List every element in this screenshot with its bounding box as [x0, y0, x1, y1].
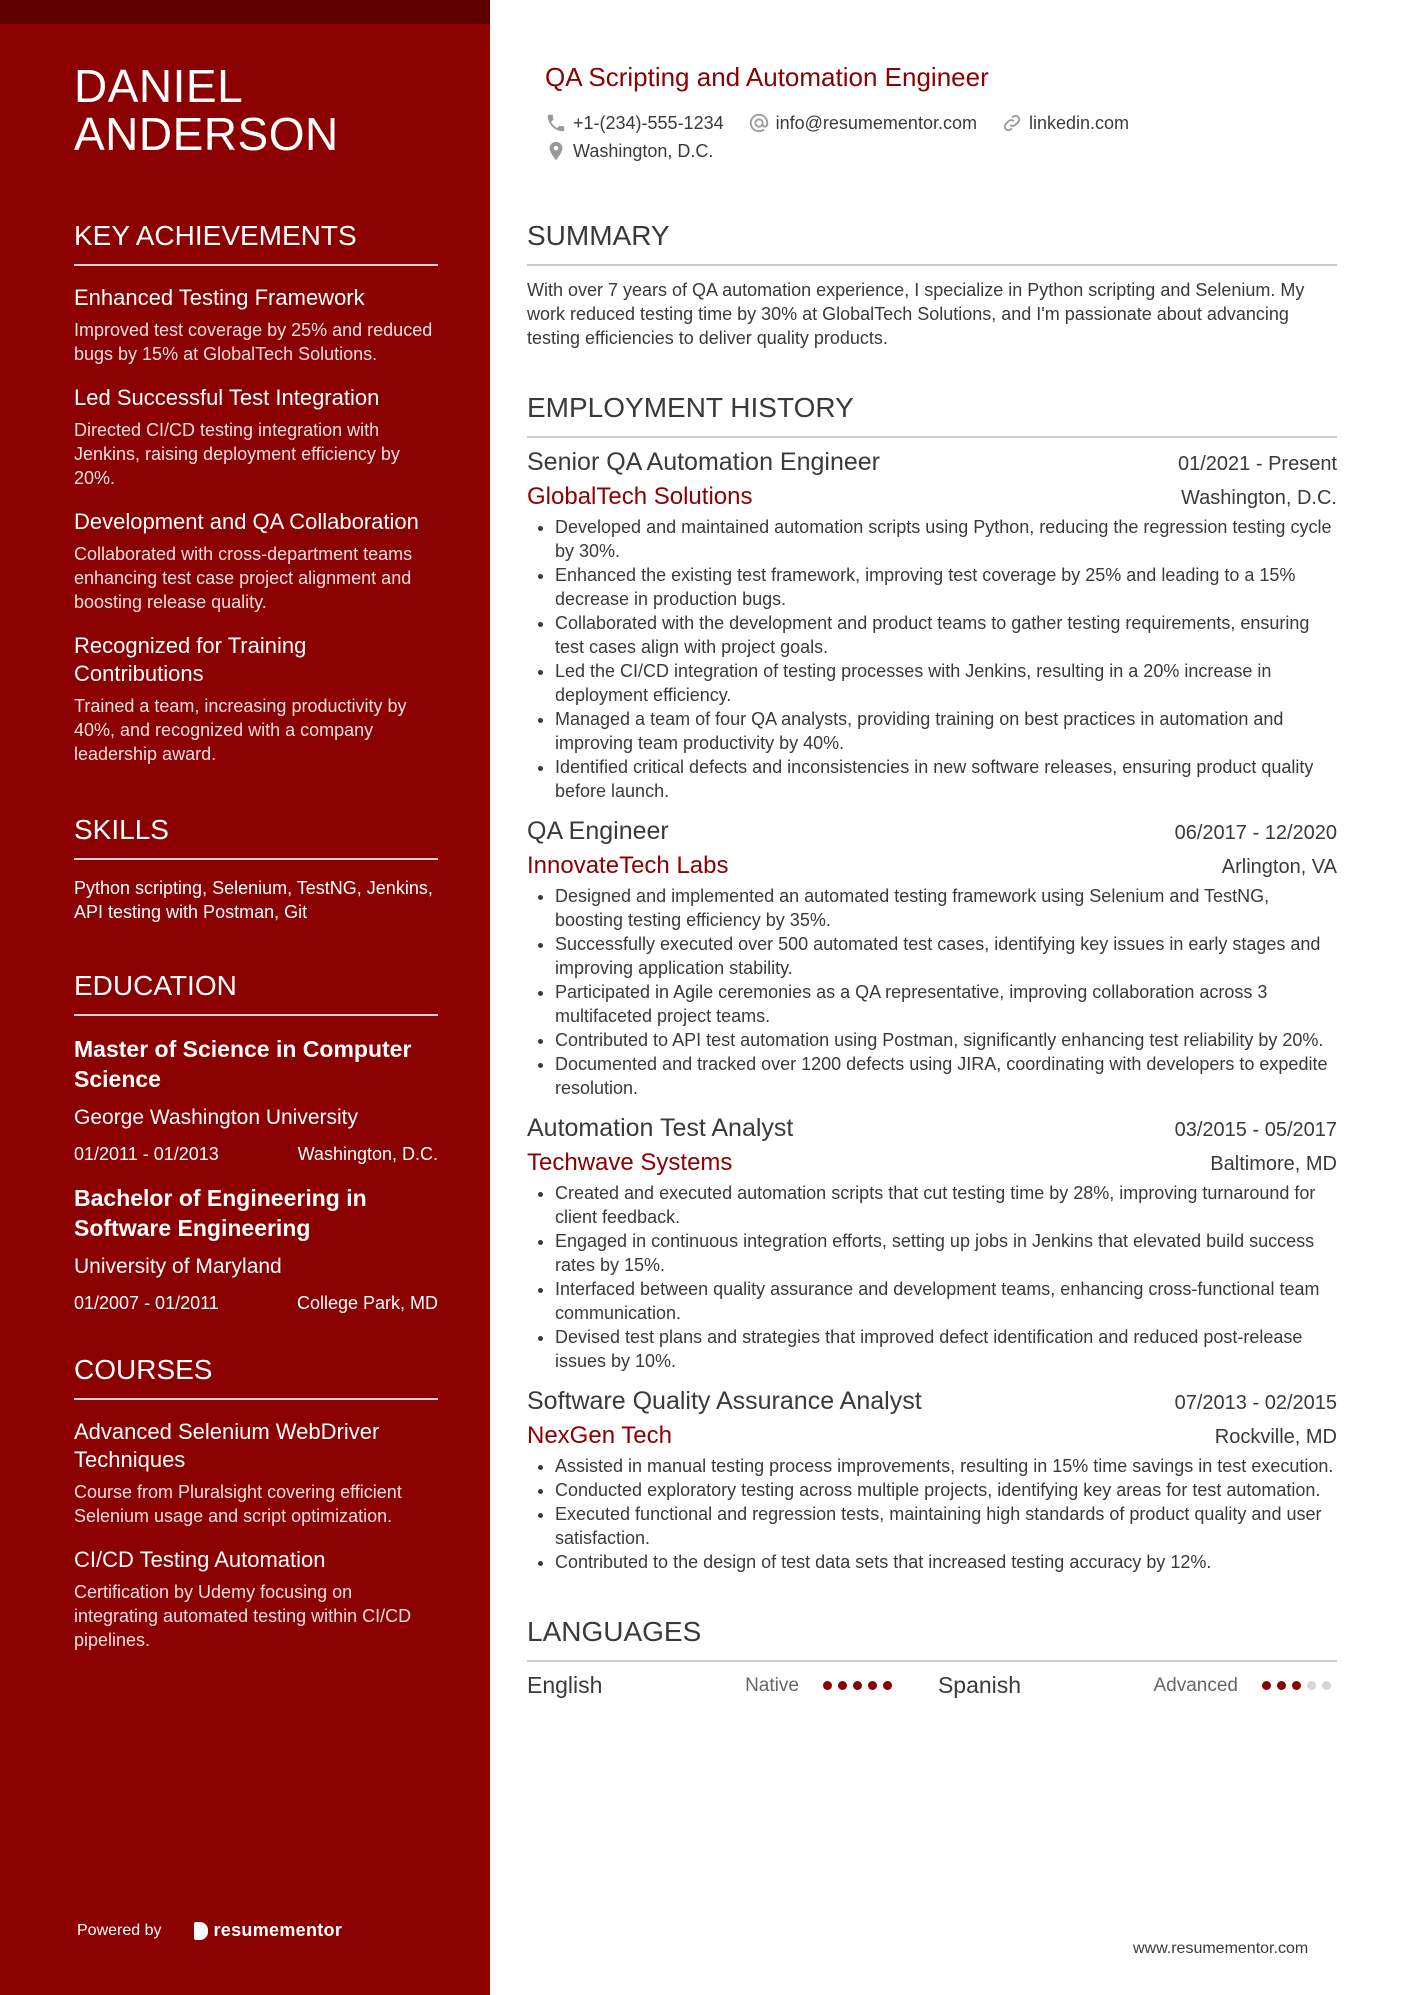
education-dates: 01/2007 - 01/2011	[74, 1293, 219, 1313]
contact-phone	[545, 112, 724, 134]
achievement-desc: Collaborated with cross-department teams enhancing test case project alignment and boosting release quality.	[74, 544, 413, 612]
job-bullet: • Conducted exploratory testing across multiple projects, identifying key areas for test automation.	[555, 1478, 1337, 1502]
achievement-item	[74, 508, 438, 614]
course-desc: Course from Pluralsight covering efficient Selenium usage and script optimization.	[74, 1482, 402, 1526]
at-icon	[748, 112, 770, 134]
job-bullet: • Contributed to the design of test data sets that increased testing accuracy by 12%.	[555, 1550, 1337, 1574]
job-bullet: • Managed a team of four QA analysts, providing training on best practices in automation and improving team productivity by 40%.	[555, 707, 1337, 755]
job-company: GlobalTech Solutions	[527, 483, 753, 510]
language-name: Spanish	[937, 1672, 1022, 1698]
job-location: Washington, D.C.	[1181, 487, 1337, 509]
job-location: Rockville, MD	[1214, 1426, 1337, 1448]
job-location: Baltimore, MD	[1210, 1153, 1337, 1175]
language-name: English	[527, 1672, 603, 1698]
achievement-item	[74, 384, 438, 490]
rating-dot	[823, 1681, 832, 1690]
job-subheader	[527, 483, 1337, 511]
contact-row	[545, 112, 1153, 134]
achievement-desc: Directed CI/CD testing integration with Jenkins, raising deployment efficiency by 20%.	[74, 420, 400, 488]
phone-icon	[545, 112, 567, 134]
language-rating-dots	[823, 1681, 898, 1690]
brand-mark-icon	[194, 1922, 208, 1940]
courses-section	[74, 1354, 438, 1652]
education-section	[74, 970, 438, 1314]
education-item	[74, 1034, 438, 1165]
job-dates: 06/2017 - 12/2020	[1174, 822, 1337, 844]
course-title: Advanced Selenium WebDriver Techniques	[74, 1419, 380, 1472]
job-bullet: • Collaborated with the development and product teams to gather testing requirements, ensuring test cases align with project goals.	[555, 611, 1337, 659]
course-desc: Certification by Udemy focusing on integrating automated testing within CI/CD pipelines.	[74, 1582, 412, 1650]
rating-dot	[1277, 1681, 1286, 1690]
achievement-title: Led Successful Test Integration	[74, 385, 380, 410]
job-bullet: • Led the CI/CD integration of testing processes with Jenkins, resulting in a 20% increase in deployment efficiency.	[555, 659, 1337, 707]
email-text: info@resumementor.com	[775, 112, 977, 133]
courses-heading: COURSES	[74, 1354, 438, 1400]
job-bullets	[527, 515, 1337, 803]
rating-dot	[1262, 1681, 1271, 1690]
languages-section	[527, 1616, 1337, 1699]
name-last: ANDERSON	[74, 108, 339, 160]
name-first: DANIEL	[74, 60, 244, 112]
contact-row-2	[545, 140, 737, 162]
education-heading: EDUCATION	[74, 970, 438, 1016]
rating-dot	[883, 1681, 892, 1690]
course-item	[74, 1418, 438, 1528]
job-bullet: • Devised test plans and strategies that improved defect identification and reduced post-release issues by 10%.	[555, 1325, 1337, 1373]
job-subheader	[527, 1422, 1337, 1450]
main-content	[527, 220, 1337, 1699]
job-location: Arlington, VA	[1221, 856, 1337, 878]
job-dates: 07/2013 - 02/2015	[1174, 1392, 1337, 1414]
job-bullet: • Executed functional and regression tests, maintaining high standards of product quality and user satisfaction.	[555, 1502, 1337, 1550]
achievement-item	[74, 284, 438, 366]
rating-dot	[838, 1681, 847, 1690]
education-degree: Bachelor of Engineering in Software Engineering	[74, 1185, 367, 1241]
job-bullets	[527, 884, 1337, 1100]
course-title: CI/CD Testing Automation	[74, 1547, 326, 1572]
link-icon	[1001, 112, 1023, 134]
job-position: Senior QA Automation Engineer	[527, 448, 881, 476]
job-header	[527, 1387, 1337, 1416]
powered-by-label: Powered by	[77, 1921, 162, 1939]
job-bullet: • Identified critical defects and inconsistencies in new software releases, ensuring product quality before launch.	[555, 755, 1337, 803]
job-bullet: • Successfully executed over 500 automated test cases, identifying key issues in early stages and improving application stability.	[555, 932, 1337, 980]
job-entry	[527, 448, 1337, 803]
languages-heading: LANGUAGES	[527, 1616, 1337, 1662]
job-bullet: • Participated in Agile ceremonies as a QA representative, improving collaboration across 3 multifaceted project teams.	[555, 980, 1337, 1028]
phone-text: +1-(234)-555-1234	[573, 112, 724, 133]
job-company: InnovateTech Labs	[527, 852, 729, 879]
job-header	[527, 1114, 1337, 1143]
job-company: Techwave Systems	[527, 1149, 733, 1176]
education-meta	[74, 1293, 438, 1314]
job-header	[527, 448, 1337, 477]
job-subheader	[527, 1149, 1337, 1177]
job-entry	[527, 1387, 1337, 1574]
rating-dot	[853, 1681, 862, 1690]
job-bullet: • Designed and implemented an automated testing framework using Selenium and TestNG, boosting testing efficiency by 35%.	[555, 884, 1337, 932]
job-entry	[527, 817, 1337, 1100]
job-position: Software Quality Assurance Analyst	[527, 1387, 922, 1415]
achievement-title: Recognized for Training Contributions	[74, 633, 307, 686]
location-pin-icon	[545, 140, 567, 162]
achievement-item	[74, 632, 438, 766]
job-bullets	[527, 1181, 1337, 1373]
contact-email	[748, 112, 977, 134]
education-dates: 01/2011 - 01/2013	[74, 1144, 219, 1164]
website-url: www.resumementor.com	[1133, 1940, 1309, 1957]
rating-dot	[868, 1681, 877, 1690]
education-school: University of Maryland	[74, 1255, 282, 1278]
powered-by	[77, 1920, 342, 1941]
summary-text: With over 7 years of QA automation experience, I specialize in Python scripting and Selenium. My work reduced testing time by 30% at GlobalTech Solutions, and I'm passionate about advancing testing efficiencies to deliver quality products.	[527, 280, 1305, 348]
job-bullet: • Developed and maintained automation scripts using Python, reducing the regression testing cycle by 30%.	[555, 515, 1337, 563]
summary-heading: SUMMARY	[527, 220, 1337, 266]
education-location: Washington, D.C.	[297, 1144, 438, 1164]
language-level: Native	[745, 1674, 799, 1696]
education-item	[74, 1183, 438, 1314]
linkedin-text: linkedin.com	[1028, 112, 1130, 133]
skills-section	[74, 814, 438, 924]
languages-row	[527, 1672, 1337, 1699]
language-rating-dots	[1262, 1681, 1337, 1690]
contact-linkedin	[1001, 112, 1129, 134]
job-position: Automation Test Analyst	[527, 1114, 794, 1142]
language-level: Advanced	[1153, 1674, 1238, 1696]
education-school: George Washington University	[74, 1106, 359, 1129]
skills-text: Python scripting, Selenium, TestNG, Jenkins, API testing with Postman, Git	[74, 878, 433, 922]
job-bullet: • Created and executed automation scripts that cut testing time by 28%, improving turnaround for client feedback.	[555, 1181, 1337, 1229]
job-position: QA Engineer	[527, 817, 669, 845]
course-item	[74, 1546, 438, 1652]
candidate-name	[74, 62, 438, 158]
job-bullet: • Enhanced the existing test framework, improving test coverage by 25% and leading to a 15% decrease in production bugs.	[555, 563, 1337, 611]
job-title: QA Scripting and Automation Engineer	[545, 62, 989, 92]
sidebar	[0, 0, 490, 1995]
job-bullet: • Documented and tracked over 1200 defects using JIRA, coordinating with developers to expedite resolution.	[555, 1052, 1337, 1100]
job-header	[527, 817, 1337, 846]
brand-logo	[194, 1920, 343, 1941]
achievement-title: Enhanced Testing Framework	[74, 285, 365, 310]
summary-section	[527, 220, 1337, 350]
education-location: College Park, MD	[296, 1293, 438, 1313]
achievements-section	[74, 220, 438, 766]
job-dates: 01/2021 - Present	[1178, 453, 1337, 475]
achievement-desc: Improved test coverage by 25% and reduced bugs by 15% at GlobalTech Solutions.	[74, 320, 433, 364]
education-degree: Master of Science in Computer Science	[74, 1036, 412, 1092]
job-bullet: • Assisted in manual testing process improvements, resulting in 15% time savings in test execution.	[555, 1454, 1337, 1478]
education-meta	[74, 1144, 438, 1165]
achievement-desc: Trained a team, increasing productivity by 40%, and recognized with a company leadership award.	[74, 696, 407, 764]
employment-section	[527, 392, 1337, 1574]
achievements-heading: KEY ACHIEVEMENTS	[74, 220, 438, 266]
rating-dot	[1292, 1681, 1301, 1690]
rating-dot	[1307, 1681, 1316, 1690]
job-bullet: • Contributed to API test automation using Postman, significantly enhancing test reliability by 20%.	[555, 1028, 1337, 1052]
job-bullet: • Interfaced between quality assurance and development teams, enhancing cross-functional team communication.	[555, 1277, 1337, 1325]
location-text: Washington, D.C.	[573, 140, 714, 161]
employment-heading: EMPLOYMENT HISTORY	[527, 392, 1337, 438]
sidebar-top-bar	[0, 0, 490, 24]
job-bullets	[527, 1454, 1337, 1574]
job-entry	[527, 1114, 1337, 1373]
rating-dot	[1322, 1681, 1331, 1690]
job-subheader	[527, 852, 1337, 880]
job-company: NexGen Tech	[527, 1422, 672, 1449]
job-bullet: • Engaged in continuous integration efforts, setting up jobs in Jenkins that elevated build success rates by 15%.	[555, 1229, 1337, 1277]
skills-heading: SKILLS	[74, 814, 438, 860]
contact-location	[545, 140, 713, 162]
job-dates: 03/2015 - 05/2017	[1174, 1119, 1337, 1141]
achievement-title: Development and QA Collaboration	[74, 509, 419, 534]
brand-name: resumementor	[213, 1920, 343, 1940]
